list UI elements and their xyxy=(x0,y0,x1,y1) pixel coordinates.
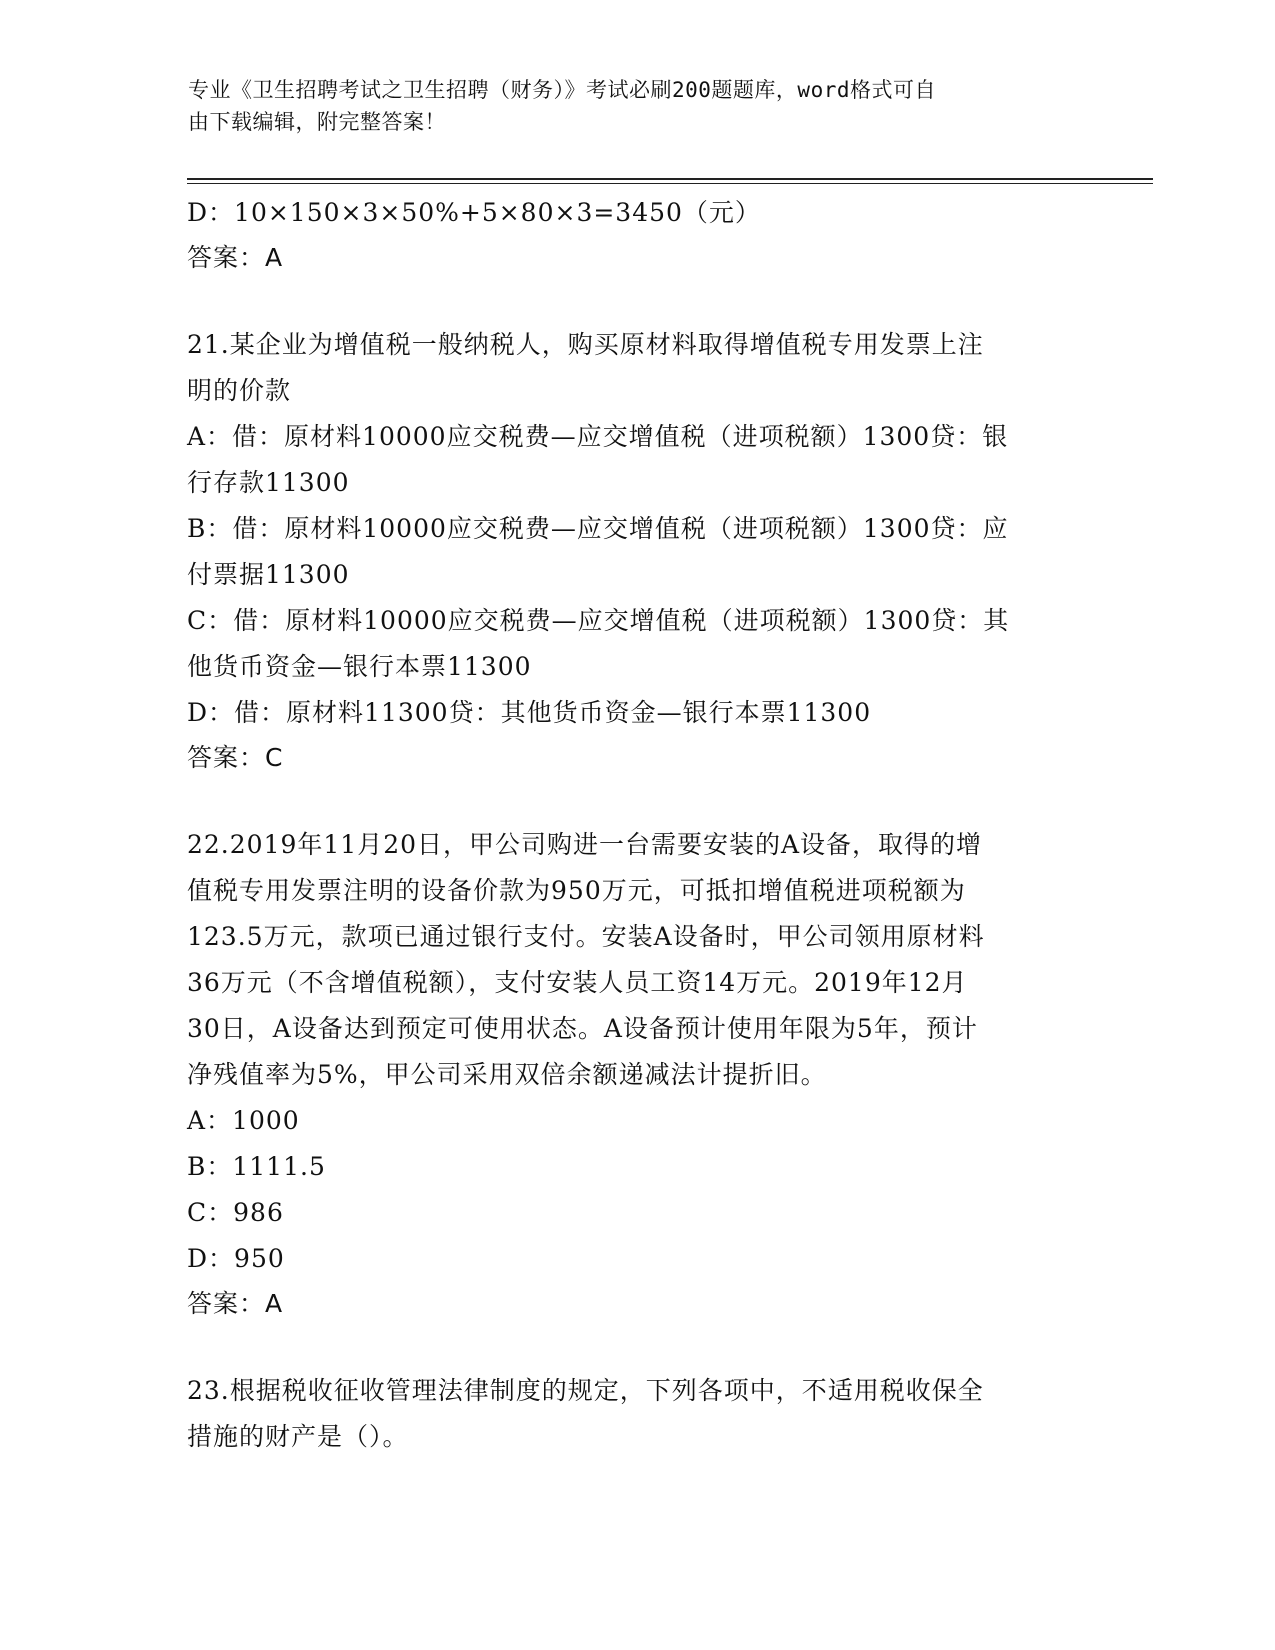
question-stem-line: 36万元（不含增值税额），支付安装人员工资14万元。2019年12月 xyxy=(187,968,968,997)
question-stem-line: 明的价款 xyxy=(187,376,292,405)
answer-label: 答案：C xyxy=(187,743,284,772)
option-d: D：10×150×3×50%+5×80×3=3450（元） xyxy=(187,198,761,227)
option-a-continued: 行存款11300 xyxy=(187,468,350,497)
question-23 xyxy=(187,1368,1082,1460)
header-divider-thin xyxy=(187,183,1153,184)
header-title-line-1: 专业《卫生招聘考试之卫生招聘（财务）》考试必刷200题题库，word格式可自 xyxy=(188,78,936,102)
answer-label: 答案：A xyxy=(187,1289,284,1318)
spacer xyxy=(187,280,1082,322)
option-b: B：借：原材料10000应交税费—应交增值税（进项税额）1300贷：应 xyxy=(187,514,1009,543)
answer-label: 答案：A xyxy=(187,243,284,272)
question-stem-line: 21.某企业为增值税一般纳税人，购买原材料取得增值税专用发票上注 xyxy=(187,330,984,359)
question-22 xyxy=(187,822,1082,1326)
option-b: B：1111.5 xyxy=(187,1152,326,1181)
question-stem-line: 22.2019年11月20日，甲公司购进一台需要安装的A设备，取得的增 xyxy=(187,830,983,859)
question-stem-line: 措施的财产是（）。 xyxy=(187,1422,409,1451)
header-title-line-2: 由下载编辑，附完整答案！ xyxy=(188,110,446,134)
spacer xyxy=(187,780,1082,822)
option-d: D：950 xyxy=(187,1244,285,1273)
spacer xyxy=(187,1326,1082,1368)
option-c: C：借：原材料10000应交税费—应交增值税（进项税额）1300贷：其 xyxy=(187,606,1010,635)
question-20-tail xyxy=(187,190,1082,280)
question-stem-line: 值税专用发票注明的设备价款为950万元，可抵扣增值税进项税额为 xyxy=(187,876,966,905)
option-a: A：1000 xyxy=(187,1106,300,1135)
header-divider xyxy=(187,178,1153,180)
document-body xyxy=(187,190,1082,1460)
option-c: C：986 xyxy=(187,1198,284,1227)
question-stem-line: 23.根据税收征收管理法律制度的规定，下列各项中，不适用税收保全 xyxy=(187,1376,984,1405)
question-stem-line: 净残值率为5%，甲公司采用双倍余额递减法计提折旧。 xyxy=(187,1060,827,1089)
page-header xyxy=(188,74,1068,138)
question-stem-line: 30日，A设备达到预定可使用状态。A设备预计使用年限为5年，预计 xyxy=(187,1014,978,1043)
option-b-continued: 付票据11300 xyxy=(187,560,350,589)
option-a: A：借：原材料10000应交税费—应交增值税（进项税额）1300贷：银 xyxy=(187,422,1009,451)
question-stem-line: 123.5万元，款项已通过银行支付。安装A设备时，甲公司领用原材料 xyxy=(187,922,985,951)
option-d: D：借：原材料11300贷：其他货币资金—银行本票11300 xyxy=(187,698,872,727)
question-21 xyxy=(187,322,1082,780)
option-c-continued: 他货币资金—银行本票11300 xyxy=(187,652,532,681)
